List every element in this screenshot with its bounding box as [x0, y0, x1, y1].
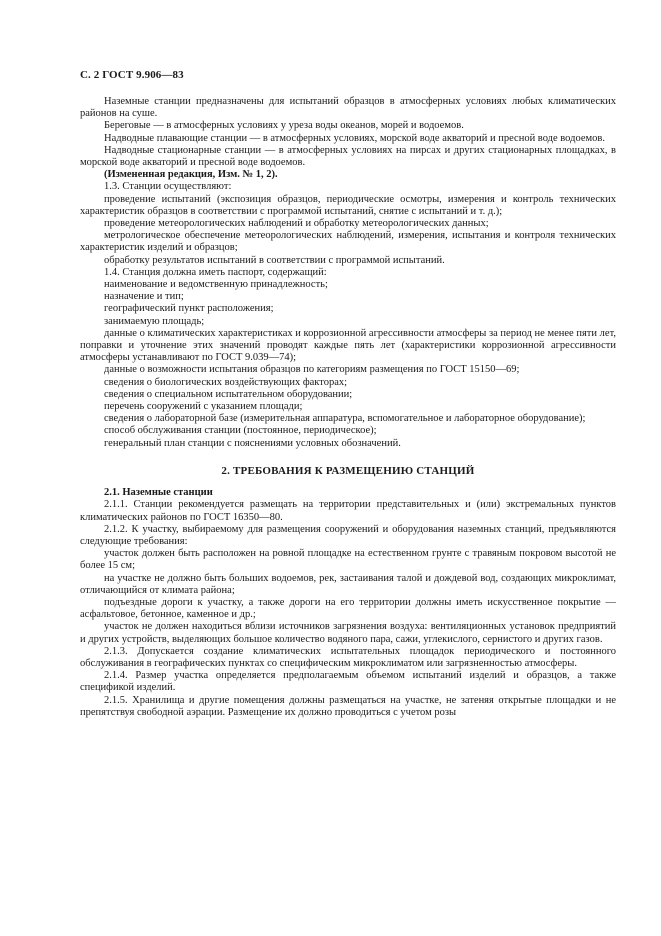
- paragraph: 2.1.5. Хранилища и другие помещения должны размещаться на участке, не затеняя открытые площадки и не препятствуя свободной аэрации. Размещение их должно проводиться с учетом розы: [80, 694, 616, 718]
- paragraph: 2.1.2. К участку, выбираемому для размещения сооружений и оборудования наземных станций, предъявляются следующие требования:: [80, 523, 616, 547]
- paragraph: Береговые — в атмосферных условиях у уреза воды океанов, морей и водоемов.: [104, 120, 464, 132]
- paragraph: назначение и тип;: [104, 291, 184, 303]
- paragraph: проведение испытаний (экспозиция образцов, периодические осмотры, измерения и контроль технических характеристик образцов в соответствии с программой испытаний, снятие с испытаний и т. д.);: [80, 193, 616, 217]
- paragraph: 1.4. Станция должна иметь паспорт, содержащий:: [104, 266, 327, 278]
- paragraph: проведение метеорологических наблюдений и обработку метеорологических данных;: [104, 218, 489, 230]
- paragraph: 2.1.3. Допускается создание климатических испытательных площадок периодического и постоянного обслуживания в географических пунктах со специфическим микроклиматом или загрязненностью атмосферы.: [80, 645, 616, 669]
- paragraph: географический пункт расположения;: [104, 303, 274, 315]
- page-header: С. 2 ГОСТ 9.906—83: [80, 69, 184, 81]
- paragraph: Наземные станции предназначены для испытаний образцов в атмосферных условиях любых климатических районов на суше.: [80, 96, 616, 120]
- paragraph: 1.3. Станции осуществляют:: [104, 181, 232, 193]
- paragraph: метрологическое обеспечение метеорологических наблюдений, измерения, испытания и контроля технических характеристик изделий и образцов;: [80, 230, 616, 254]
- paragraph: подъездные дороги к участку, а также дороги на его территории должны иметь искусственное покрытие — асфальтовое, бетонное, каменное и др.;: [80, 596, 616, 621]
- paragraph: перечень сооружений с указанием площади;: [104, 401, 303, 413]
- paragraph: занимаемую площадь;: [104, 315, 205, 327]
- paragraph: сведения о лабораторной базе (измерительная аппаратура, вспомогательное и лабораторное оборудование);: [104, 413, 586, 425]
- paragraph: участок должен быть расположен на ровной площадке на естественном грунте с травяным покровом высотой не более 15 см;: [80, 548, 616, 572]
- paragraph: 2.1.1. Станции рекомендуется размещать на территории представительных и (или) экстремальных пунктов климатических районов по ГОСТ 16350—80.: [80, 499, 616, 523]
- subsection-title: 2.1. Наземные станции: [104, 487, 213, 499]
- paragraph: Надводные стационарные станции — в атмосферных условиях на пирсах и других стационарных площадках, в морской воде акваторий и пресной воде водоемов.: [80, 144, 616, 169]
- paragraph: участок не должен находиться вблизи источников загрязнения воздуха: вентиляционных установок предприятий и других устройств, выделяющих большое количество водяного пара, сажи, углекислого, сернистого и других газов.: [80, 621, 616, 645]
- paragraph: сведения о специальном испытательном оборудовании;: [104, 388, 353, 400]
- paragraph: наименование и ведомственную принадлежность;: [104, 279, 328, 291]
- paragraph: на участке не должно быть больших водоемов, рек, застаивания талой и дождевой вод, создающих микроклимат, отличающийся от климата района;: [80, 572, 616, 596]
- document-body: [80, 96, 616, 719]
- paragraph: Надводные плавающие станции — в атмосферных условиях, морской воде акваторий и пресной воде водоемов.: [104, 132, 605, 144]
- paragraph: обработку результатов испытаний в соответствии с программой испытаний.: [104, 254, 445, 266]
- section-title: 2. ТРЕБОВАНИЯ К РАЗМЕЩЕНИЮ СТАНЦИЙ: [221, 464, 475, 477]
- revision-note: (Измененная редакция, Изм. № 1, 2).: [104, 169, 278, 181]
- paragraph: способ обслуживания станции (постоянное, периодическое);: [104, 425, 377, 437]
- paragraph: сведения о биологических воздействующих факторах;: [104, 376, 348, 388]
- paragraph: данные о климатических характеристиках и коррозионной агрессивности атмосферы за период не менее пяти лет, поправки и уточнение этих значений проводят каждые пять лет (характеристики коррозионной агрессивности атмосферы устанавливают по ГОСТ 9.039—74);: [80, 327, 616, 364]
- paragraph: генеральный план станции с пояснениями условных обозначений.: [104, 437, 401, 449]
- paragraph: данные о возможности испытания образцов по категориям размещения по ГОСТ 15150—69;: [104, 364, 520, 376]
- paragraph: 2.1.4. Размер участка определяется предполагаемым объемом испытаний изделий и образцов, а также спецификой изделий.: [80, 670, 616, 694]
